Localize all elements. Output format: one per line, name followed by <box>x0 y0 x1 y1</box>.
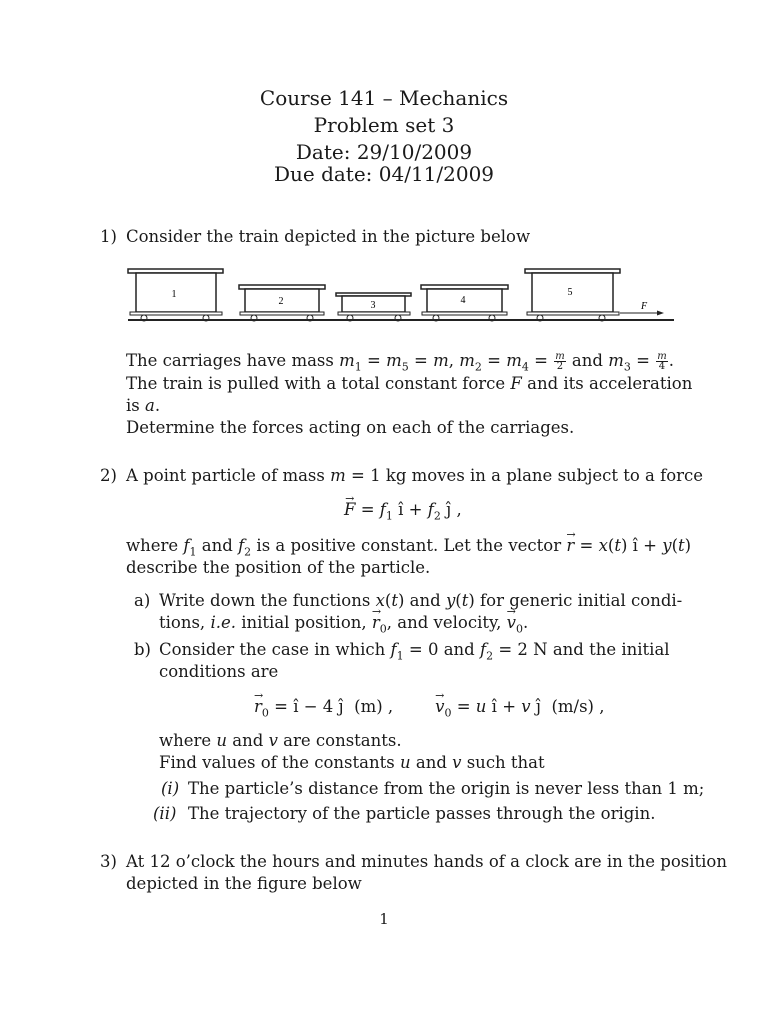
carriage-2-label: 2 <box>278 296 284 307</box>
problem-3-line2: depicted in the figure below <box>126 874 362 893</box>
carriage-1 <box>128 269 223 321</box>
problem-2-number: 2) <box>100 466 117 485</box>
course-title: Course 141 – Mechanics <box>259 86 509 110</box>
problem-2-where: where $f_1$ and $f_2$ is a positive constant. Let the vector → r = x(t) î + y(t) <box>126 535 691 563</box>
part-a-label: a) <box>134 591 151 610</box>
carriage-4 <box>421 285 508 321</box>
carriage-3 <box>336 293 411 321</box>
force-equation: → $F = f_1$ î + $f_2$ ĵ , <box>344 499 462 527</box>
problem-1-line3: The train is pulled with a total constant force F and its acceleration <box>126 374 693 393</box>
condition-ii-text: The trajectory of the particle passes through the origin. <box>188 804 656 823</box>
problem-set-title: Problem set 3 <box>313 113 455 137</box>
part-a-line2: tions, i.e. initial position, → $r_0$, and velocity, → $v_0$. <box>159 612 528 640</box>
part-b-find: Find values of the constants u and v such that <box>159 753 545 772</box>
problem-2-describe: describe the position of the particle. <box>126 558 431 577</box>
condition-i-label: (i) <box>161 779 180 798</box>
train-diagram <box>126 262 678 326</box>
carriage-4-label: 4 <box>460 295 466 306</box>
page-number: 1 <box>379 910 389 928</box>
part-b-line2: conditions are <box>159 662 279 681</box>
part-b-label: b) <box>134 640 151 659</box>
initial-conditions-equation: → $r_0$ = î − 4 ĵ (m) , → $v_0 = u$ î + v ĵ (m/s) , <box>254 696 604 724</box>
problem-2-intro: A point particle of mass m = 1 kg moves in a plane subject to a force <box>126 466 704 485</box>
carriage-3-label: 3 <box>370 300 376 311</box>
part-b-line1: Consider the case in which $f_1 = 0$ and $f_2 = 2$ N and the initial <box>159 640 670 663</box>
condition-i-text: The particle’s distance from the origin is never less than 1 m; <box>188 779 705 798</box>
force-label: F <box>641 301 648 312</box>
problem-1-line4: is a. <box>126 396 161 415</box>
part-a-line1: Write down the functions x(t) and y(t) for generic initial condi- <box>159 591 683 610</box>
problem-1-number: 1) <box>100 227 117 246</box>
problem-1-line5: Determine the forces acting on each of the carriages. <box>126 418 575 437</box>
carriage-5 <box>525 269 620 321</box>
problem-3-number: 3) <box>100 852 117 871</box>
carriage-1-label: 1 <box>171 289 177 300</box>
problem-1-masses: The carriages have mass $m_1 = m_5 = m$, $m_2 = m_4$ = $\frac{m}{2}$ and $m_3$ = $\frac{m}{4}$ . <box>126 351 674 374</box>
condition-ii-label: (ii) <box>153 804 177 823</box>
due-date-line: Due date: 04/11/2009 <box>273 162 495 186</box>
carriage-5-label: 5 <box>567 287 573 298</box>
carriage-2 <box>239 285 325 321</box>
problem-3-line1: At 12 o’clock the hours and minutes hands of a clock are in the position <box>126 852 727 871</box>
part-b-where: where u and v are constants. <box>159 731 402 750</box>
date-line: Date: 29/10/2009 <box>295 140 473 164</box>
problem-1-intro: Consider the train depicted in the picture below <box>126 227 531 246</box>
